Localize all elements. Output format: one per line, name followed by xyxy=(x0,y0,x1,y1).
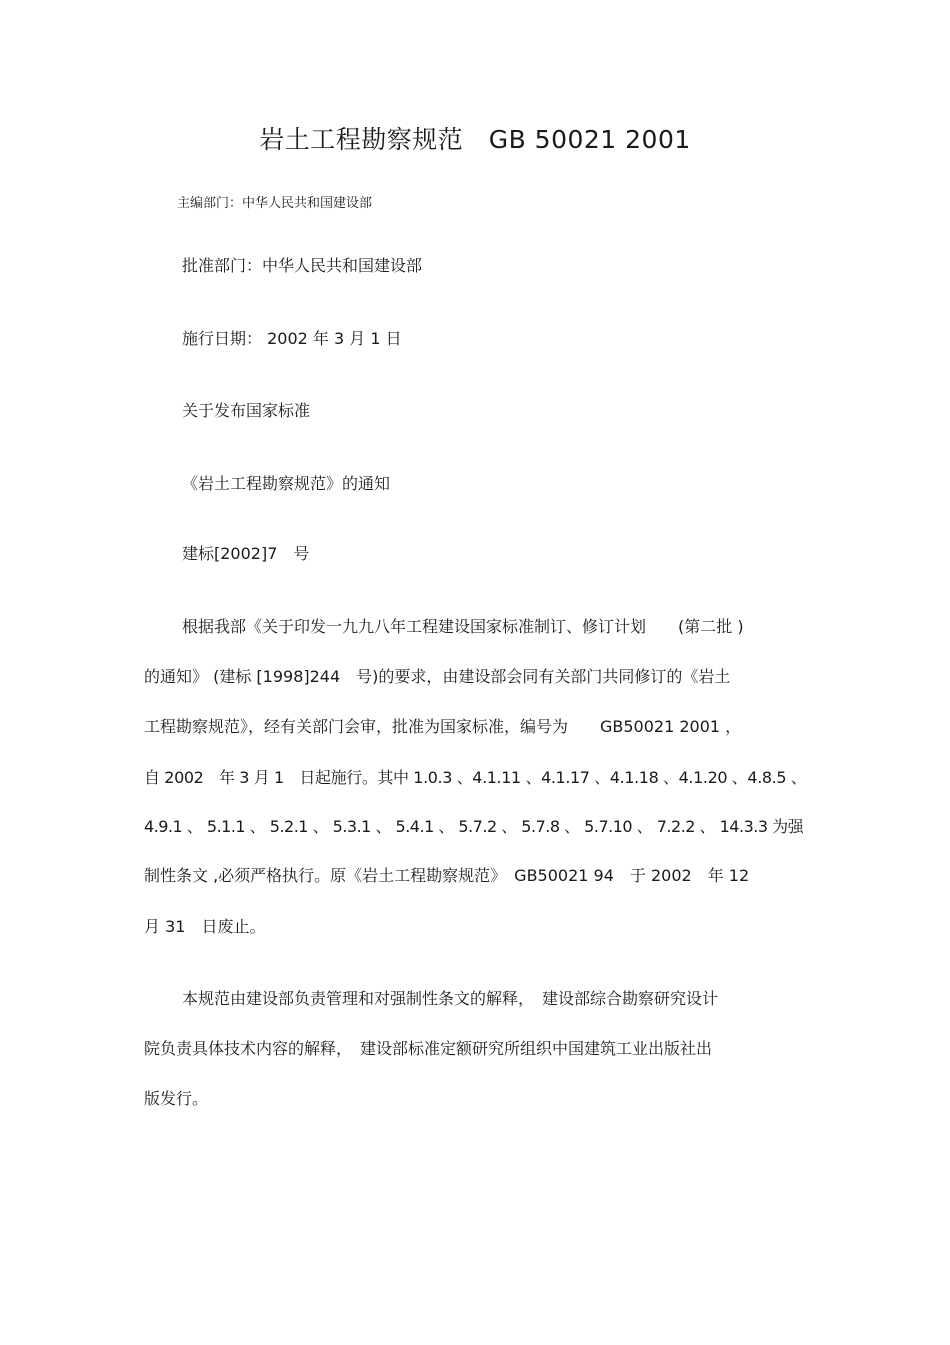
notice-heading-line-2: 《岩土工程勘察规范》的通知 xyxy=(182,474,391,493)
document-number: 建标[2002]7 号 xyxy=(182,544,310,563)
paragraph-2-line-3: 版发行。 xyxy=(144,1089,209,1108)
approval-department: 批准部门：中华人民共和国建设部 xyxy=(182,256,423,275)
editor-department: 主编部门：中华人民共和国建设部 xyxy=(177,196,373,211)
paragraph-1-line-2: 的通知》 (建标 [1998]244 号)的要求，由建设部会同有关部门共同修订的《岩土 xyxy=(144,667,731,686)
paragraph-1-line-1: 根据我部《关于印发一九九八年工程建设国家标准制订、修订计划 (第二批 ) xyxy=(182,617,744,636)
paragraph-1-line-5: 4.9.1 、 5.1.1 、 5.2.1 、 5.3.1 、 5.4.1 、 5.7.2 、 5.7.8 、 5.7.10 、 7.2.2 、 14.3.3 为强 xyxy=(144,817,804,836)
paragraph-1-line-3: 工程勘察规范》，经有关部门会审，批准为国家标准，编号为 GB50021 2001 ， xyxy=(144,717,742,736)
paragraph-1-line-7: 月 31 日废止。 xyxy=(144,917,266,936)
document-title: 岩土工程勘察规范 GB 50021 2001 xyxy=(259,125,691,154)
notice-heading-line-1: 关于发布国家标准 xyxy=(182,401,311,420)
paragraph-2-line-2: 院负责具体技术内容的解释， 建设部标准定额研究所组织中国建筑工业出版社出 xyxy=(144,1039,713,1058)
paragraph-2-line-1: 本规范由建设部负责管理和对强制性条文的解释， 建设部综合勘察研究设计 xyxy=(182,989,719,1008)
effective-date: 施行日期： 2002 年 3 月 1 日 xyxy=(182,329,402,348)
paragraph-1-line-4: 自 2002 年 3 月 1 日起施行。其中 1.0.3 、4.1.11 、4.1.17 、4.1.18 、4.1.20 、4.8.5 、 xyxy=(144,768,807,787)
paragraph-1-line-6: 制性条文 ,必须严格执行。原《岩土工程勘察规范》 GB50021 94 于 2002 年 12 xyxy=(144,866,750,885)
